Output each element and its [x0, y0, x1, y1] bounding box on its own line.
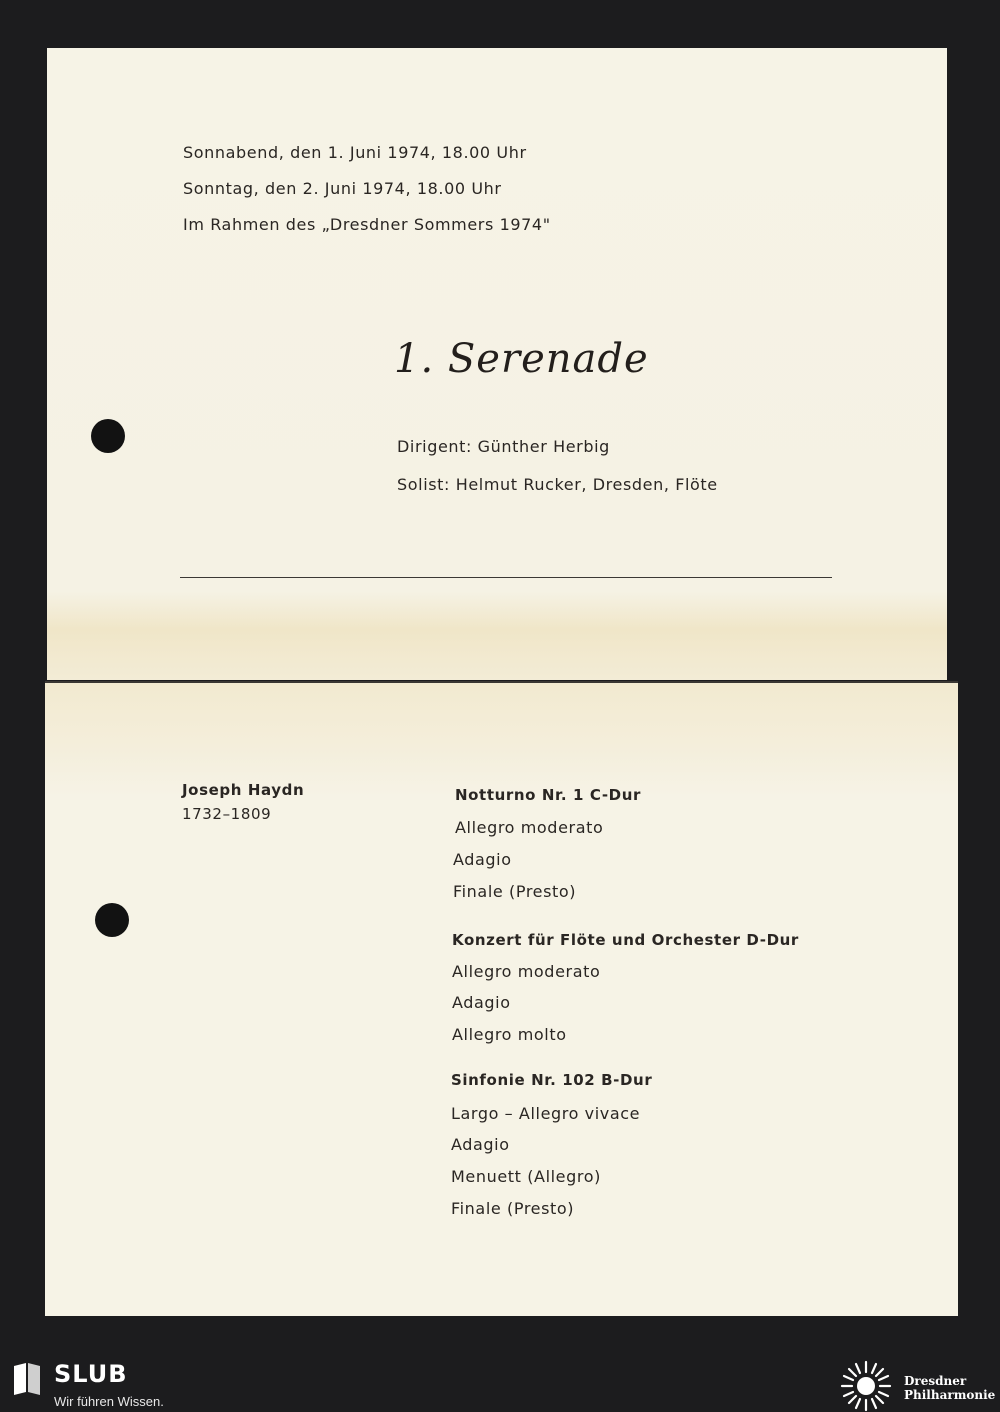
punch-hole-top: [91, 419, 125, 453]
movement: Finale (Presto): [453, 882, 577, 901]
movement: Allegro moderato: [452, 962, 601, 981]
work-title: Konzert für Flöte und Orchester D-Dur: [452, 931, 799, 949]
movement: Menuett (Allegro): [451, 1167, 601, 1186]
book-icon: [12, 1362, 42, 1396]
conductor-credit: Dirigent: Günther Herbig: [397, 437, 610, 456]
festival-note: Im Rahmen des „Dresdner Sommers 1974": [183, 215, 551, 234]
divider-rule: [180, 577, 832, 578]
movement: Adagio: [452, 993, 511, 1012]
date-line-saturday: Sonnabend, den 1. Juni 1974, 18.00 Uhr: [183, 143, 527, 162]
punch-hole-bottom: [95, 903, 129, 937]
movement: Adagio: [453, 850, 512, 869]
work-title: Notturno Nr. 1 C-Dur: [455, 786, 641, 804]
sheet-fold-edge: [45, 681, 958, 683]
sunburst-logo-icon: [840, 1360, 892, 1412]
partner-name: [904, 1374, 995, 1402]
movement: Adagio: [451, 1135, 510, 1154]
library-name: SLUB: [54, 1360, 128, 1388]
page-title: 1. Serenade: [394, 336, 649, 382]
work-title: Sinfonie Nr. 102 B-Dur: [451, 1071, 653, 1089]
partner-name-line1: Dresdner: [904, 1374, 967, 1388]
date-line-sunday: Sonntag, den 2. Juni 1974, 18.00 Uhr: [183, 179, 502, 198]
movement: Finale (Presto): [451, 1199, 575, 1218]
soloist-credit: Solist: Helmut Rucker, Dresden, Flöte: [397, 475, 718, 494]
movement: Allegro molto: [452, 1025, 567, 1044]
partner-name-line2: Philharmonie: [904, 1388, 996, 1402]
composer-dates: 1732–1809: [182, 805, 272, 823]
movement: Allegro moderato: [455, 818, 604, 837]
movement: Largo – Allegro vivace: [451, 1104, 641, 1123]
composer-name: Joseph Haydn: [182, 781, 305, 799]
library-tagline: Wir führen Wissen.: [54, 1394, 164, 1409]
